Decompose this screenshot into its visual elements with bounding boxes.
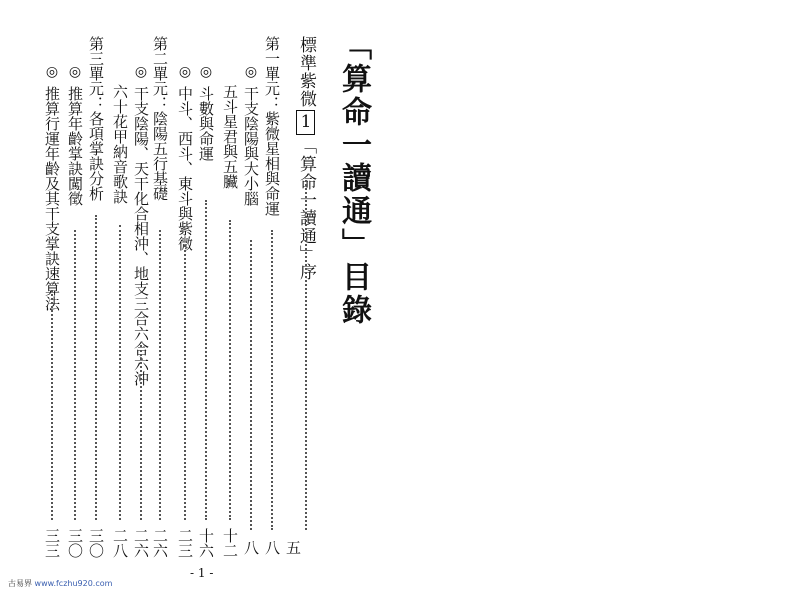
leader-dots: [74, 230, 76, 520]
entry-text: 第二單元：陰陽五行基礎: [151, 36, 169, 201]
site-name: 古易界: [8, 579, 32, 588]
leader-dots: [250, 240, 252, 530]
leader-dots: [305, 180, 307, 530]
volume-number-box: 1: [296, 112, 316, 133]
entry-text: 五斗星君與五臟: [221, 84, 239, 189]
site-credit[interactable]: [8, 578, 112, 589]
bullet-icon: ◎: [67, 64, 83, 80]
entry-text: 中斗、西斗、東斗與紫微: [176, 86, 194, 251]
leader-dots: [159, 230, 161, 520]
entry-text: 干支陰陽、天干化合相沖、地支三合六合六沖: [132, 86, 150, 386]
entry-page-number: 三〇: [87, 528, 105, 558]
toc-entry[interactable]: [243, 64, 258, 206]
entry-page-number: 八: [263, 540, 281, 555]
entry-text: 干支陰陽與大小腦: [242, 86, 260, 206]
entry-text: 推算行運年齡及其干支掌訣速算法: [43, 86, 61, 311]
entry-text: 推算年齡掌訣闖徵: [66, 86, 84, 206]
toc-entry-unit2[interactable]: [152, 36, 167, 201]
site-url[interactable]: www.fczhu920.com: [34, 579, 113, 588]
entry-page-number: 二三: [176, 528, 194, 558]
toc-entry[interactable]: [44, 64, 59, 311]
entry-page-number: 二六: [151, 528, 169, 558]
toc-entry-unit1[interactable]: [264, 36, 279, 216]
entry-page-number: 十二: [221, 528, 239, 558]
bullet-icon: ◎: [198, 64, 214, 80]
entry-page-number: 三三: [43, 528, 61, 558]
page-title: 「算命一讀通」目錄: [336, 30, 371, 327]
preface-title: 「算命一讀通」序: [296, 137, 316, 281]
leader-dots: [51, 290, 53, 520]
leader-dots: [271, 230, 273, 530]
preface-page-number: 五: [284, 540, 302, 555]
entry-text: 斗數與命運: [197, 86, 215, 161]
toc-entry-unit3[interactable]: [88, 36, 103, 201]
leader-dots: [205, 200, 207, 520]
entry-text: 第三單元：各項掌訣分析: [87, 36, 105, 201]
toc-entry[interactable]: [112, 84, 127, 204]
page-number: - 1 -: [190, 566, 214, 580]
entry-page-number: 二八: [111, 528, 129, 558]
toc-entry[interactable]: [133, 64, 148, 386]
entry-page-number: 二六: [132, 528, 150, 558]
toc-entry[interactable]: [198, 64, 213, 161]
toc-entry[interactable]: [67, 64, 82, 206]
leader-dots: [229, 220, 231, 520]
bullet-icon: ◎: [177, 64, 193, 80]
entry-page-number: 八: [242, 540, 260, 555]
leader-dots: [119, 225, 121, 520]
entry-text: 第一單元：紫微星相與命運: [263, 36, 281, 216]
toc-entry[interactable]: [222, 84, 237, 189]
leader-dots: [140, 345, 142, 520]
bullet-icon: ◎: [243, 64, 259, 80]
leader-dots: [184, 245, 186, 520]
entry-text: 六十花甲納音歌訣: [111, 84, 129, 204]
leader-dots: [95, 215, 97, 520]
entry-page-number: 十六: [197, 528, 215, 558]
bullet-icon: ◎: [44, 64, 60, 80]
toc-entry[interactable]: [177, 64, 192, 251]
bullet-icon: ◎: [133, 64, 149, 80]
series-name: 標準紫微: [296, 36, 316, 108]
entry-page-number: 三〇: [66, 528, 84, 558]
